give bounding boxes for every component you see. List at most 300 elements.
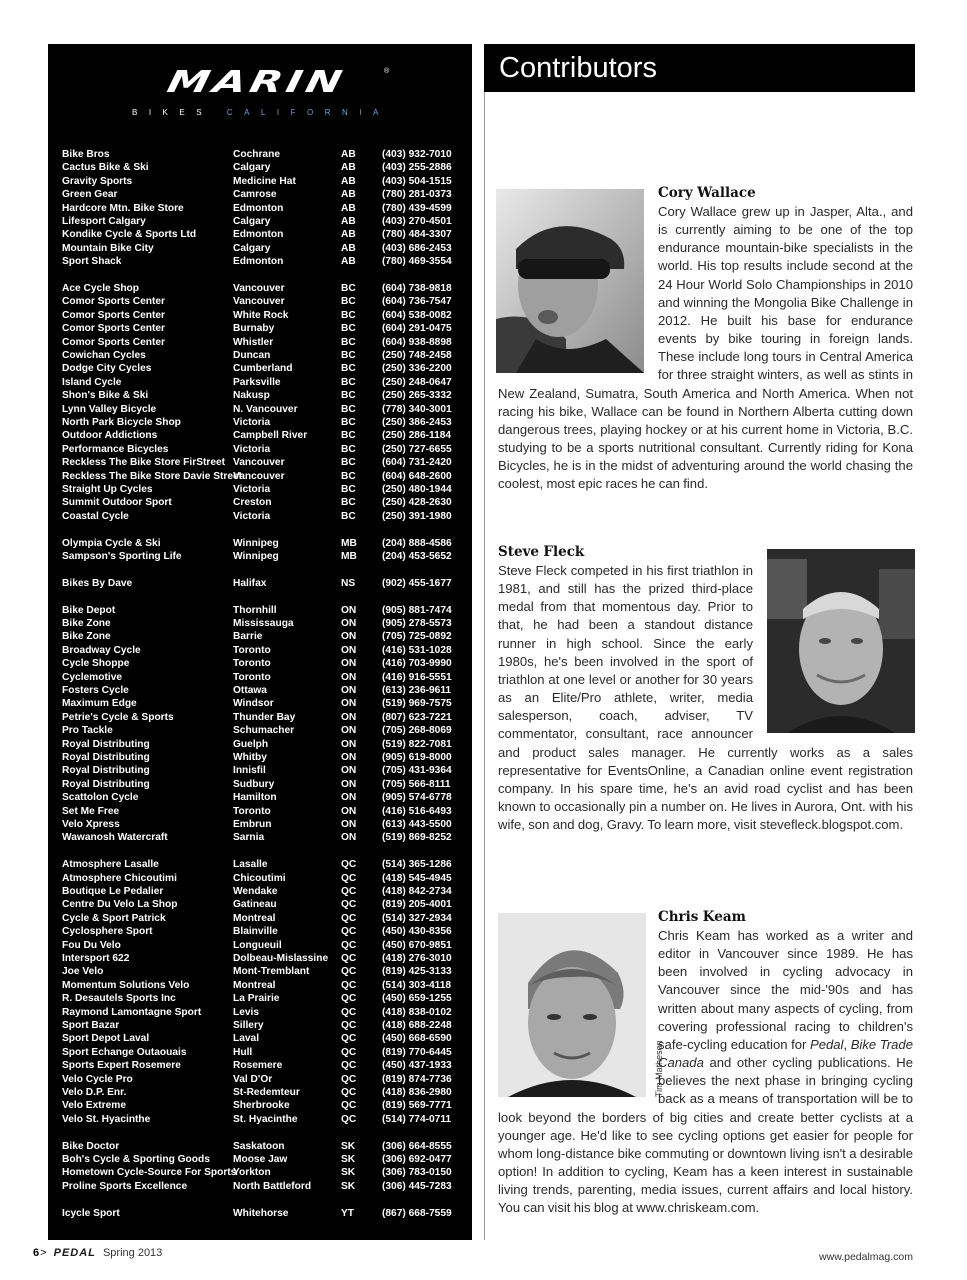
dealer-row — [48, 470, 472, 483]
dealer-province: AB — [341, 216, 356, 227]
dealer-phone: (613) 236-9611 — [382, 685, 452, 696]
dealer-phone: (780) 281-0373 — [382, 189, 452, 201]
dealer-province: ON — [341, 725, 357, 737]
dealer-city: Winnipeg — [233, 537, 279, 549]
dealer-province: BC — [341, 484, 356, 495]
dealer-city: Parksville — [233, 376, 281, 388]
dealer-city: Campbell River — [233, 430, 308, 442]
dealer-name: Ace Cycle Shop — [62, 283, 139, 294]
dealer-name: Royal Distributing — [62, 738, 150, 750]
dealer-name: Gravity Sports — [62, 175, 133, 187]
dealer-city: Calgary — [233, 216, 271, 227]
dealer-row — [48, 952, 472, 965]
dealer-province: BC — [341, 470, 356, 482]
dealer-province: ON — [341, 671, 357, 683]
dealer-province: ON — [341, 792, 357, 804]
dealer-city: Gatineau — [233, 899, 277, 911]
dealer-row — [48, 858, 472, 871]
dealer-phone: (250) 748-2458 — [382, 350, 452, 361]
dealer-phone: (418) 545-4945 — [382, 872, 452, 884]
dealer-city: Hamilton — [233, 792, 277, 804]
dealer-row — [48, 898, 472, 911]
dealer-city: Blainville — [233, 926, 278, 938]
dealer-name: Atmosphere Lasalle — [62, 859, 159, 871]
dealer-phone: (604) 736-7547 — [382, 296, 452, 308]
dealer-row — [48, 1099, 472, 1112]
dealer-row — [48, 295, 472, 308]
dealer-name: Sampson's Sporting Life — [62, 551, 182, 562]
dealer-row — [48, 724, 472, 737]
marin-tagline — [132, 108, 392, 117]
dealer-city: Edmonton — [233, 229, 284, 241]
dealer-name: Velo Cycle Pro — [62, 1073, 133, 1085]
dealer-province: ON — [341, 658, 357, 670]
magazine-name: PEDAL — [53, 1247, 96, 1259]
dealer-city: Vancouver — [233, 457, 285, 469]
dealer-city: Creston — [233, 497, 272, 509]
dealer-name: Reckless The Bike Store FirStreet — [62, 457, 226, 469]
dealer-name: Sport Shack — [62, 256, 122, 268]
dealer-province: MB — [341, 537, 357, 549]
dealer-province: QC — [341, 953, 357, 964]
marin-wordmark: MARIN — [164, 63, 350, 100]
dealer-city: Vancouver — [233, 283, 285, 294]
dealer-city: Chicoutimi — [233, 872, 286, 884]
dealer-phone: (250) 391-1980 — [382, 510, 452, 522]
dealer-phone: (418) 842-2734 — [382, 886, 452, 897]
dealer-name: Outdoor Addictions — [62, 430, 158, 442]
dealer-province: QC — [341, 966, 357, 978]
dealer-phone: (416) 516-6493 — [382, 805, 452, 817]
dealer-city: Windsor — [233, 698, 274, 710]
page-footer — [33, 1246, 162, 1260]
bio-separator: , — [843, 1036, 851, 1052]
dealer-row — [48, 309, 472, 322]
dealer-phone: (250) 386-2453 — [382, 417, 452, 428]
dealer-name: Bike Depot — [62, 604, 116, 616]
dealer-province: SK — [341, 1180, 356, 1192]
dealer-row — [48, 577, 472, 590]
dealer-province: QC — [341, 1100, 357, 1112]
dealer-phone: (250) 727-6655 — [382, 443, 452, 455]
dealer-city: Toronto — [233, 805, 271, 817]
contributor-name: Steve Fleck — [498, 544, 585, 560]
dealer-row — [48, 604, 472, 617]
dealer-province: ON — [341, 738, 357, 750]
dealer-row — [48, 242, 472, 255]
dealer-name: Mountain Bike City — [62, 242, 154, 254]
dealer-province: BC — [341, 430, 356, 442]
dealer-name: Velo Xpress — [62, 819, 120, 830]
dealer-row — [48, 1046, 472, 1059]
dealer-province: QC — [341, 912, 357, 924]
dealer-row — [48, 202, 472, 215]
dealer-row — [48, 831, 472, 844]
dealer-province: QC — [341, 939, 357, 951]
dealer-row — [48, 416, 472, 429]
dealer-province: BC — [341, 390, 356, 402]
dealer-phone: (819) 425-3133 — [382, 966, 452, 978]
dealer-phone: (905) 574-6778 — [382, 792, 452, 804]
dealer-province: QC — [341, 979, 357, 991]
dealer-phone: (306) 445-7283 — [382, 1180, 452, 1192]
dealer-province: ON — [341, 631, 357, 643]
dealer-city: St. Hyacinthe — [233, 1113, 298, 1125]
dealer-row — [48, 175, 472, 188]
dealer-row — [48, 1006, 472, 1019]
dealer-phone: (250) 265-3332 — [382, 390, 452, 402]
dealer-phone: (250) 248-0647 — [382, 376, 452, 388]
dealer-name: Kondike Cycle & Sports Ltd — [62, 229, 197, 241]
dealer-phone: (306) 664-8555 — [382, 1140, 452, 1152]
dealer-province: NS — [341, 577, 356, 589]
page-arrow-icon: > — [40, 1247, 47, 1259]
dealer-name: Velo Extreme — [62, 1100, 126, 1112]
dealer-province: QC — [341, 1060, 357, 1072]
dealer-city: Cumberland — [233, 363, 293, 375]
page-number: 6 — [33, 1247, 40, 1259]
dealer-phone: (403) 270-4501 — [382, 216, 452, 227]
cory-wallace-bio — [498, 184, 913, 494]
dealer-row — [48, 537, 472, 550]
dealer-city: Lasalle — [233, 859, 268, 871]
dealer-city: Dolbeau-Mislassine — [233, 953, 329, 964]
website-link[interactable]: www.pedalmag.com — [819, 1251, 913, 1263]
dealer-row — [48, 376, 472, 389]
dealer-city: Sudbury — [233, 778, 275, 790]
dealer-phone: (418) 836-2980 — [382, 1087, 452, 1098]
dealer-name: Comor Sports Center — [62, 336, 166, 348]
tagline-bikes: BIKES — [132, 108, 214, 117]
dealer-province: ON — [341, 644, 357, 656]
dealer-phone: (250) 428-2630 — [382, 497, 452, 509]
dealer-row — [48, 711, 472, 724]
dealer-city: White Rock — [233, 309, 289, 321]
dealer-row — [48, 965, 472, 978]
dealer-city: Victoria — [233, 417, 271, 428]
dealer-name: Comor Sports Center — [62, 323, 166, 335]
dealer-city: North Battleford — [233, 1180, 312, 1192]
dealer-phone: (450) 430-8356 — [382, 926, 452, 938]
dealer-name: Velo D.P. Enr. — [62, 1087, 127, 1098]
bio-text: Steve Fleck competed in his first triathlon in 1981, and still has the prized third-place medal from that momentous day. Prior to that, he had been a standout distance runner in high school. Since the early 1980s, he's been involved in the sport of triathlon at one level or another for 30 years as an Elite/Pro athlete, writer, media salesperson, coach, adviser, TV commentator, consultant, race announcer and product sales manager. He currently works as a sales representative for EventsOnline, a Canadian online event registration company. In his spare time, he's an avid road cyclist and has been known to occasionally pin a number on. He lives in Aurora, Ont. with his wife, son and dog, Gravy. To learn more, visit stevefleck.blogspot.com. — [498, 563, 913, 833]
dealer-phone: (403) 255-2886 — [382, 162, 452, 174]
dealer-name: Hometown Cycle-Source For Sports — [62, 1167, 237, 1179]
dealer-name: R. Desautels Sports Inc — [62, 993, 176, 1005]
dealer-phone: (819) 569-7771 — [382, 1100, 452, 1112]
dealer-phone: (780) 439-4599 — [382, 202, 452, 214]
dealer-name: Dodge City Cycles — [62, 363, 152, 375]
dealer-city: Yorkton — [233, 1167, 271, 1179]
dealer-row — [48, 778, 472, 791]
dealer-name: Momentum Solutions Velo — [62, 979, 190, 991]
dealer-row — [48, 510, 472, 523]
dealer-province: QC — [341, 872, 357, 884]
dealer-name: Centre Du Velo La Shop — [62, 899, 178, 911]
dealer-province: ON — [341, 752, 357, 763]
dealer-name: Cycle & Sport Patrick — [62, 912, 166, 924]
dealer-province: QC — [341, 1073, 357, 1085]
dealer-row — [48, 939, 472, 952]
dealer-row — [48, 1113, 472, 1126]
dealer-name: Reckless The Bike Store Davie Street — [62, 470, 243, 482]
dealer-row — [48, 1140, 472, 1153]
dealer-name: North Park Bicycle Shop — [62, 417, 181, 428]
dealer-row — [48, 282, 472, 295]
bio-text: Chris Keam has worked as a writer and editor in Vancouver since 1989. He has been involved in cycling advocacy in Vancouver since the mid-'90s and has written about many aspects of cycling, from covering professional racing to children's safe-cycling education for — [658, 928, 913, 1052]
dealer-city: Montreal — [233, 979, 276, 991]
dealer-city: Toronto — [233, 644, 271, 656]
dealer-province: BC — [341, 363, 356, 375]
dealer-city: Thornhill — [233, 604, 277, 616]
dealer-name: Green Gear — [62, 189, 118, 201]
dealer-city: Victoria — [233, 443, 271, 455]
dealer-row — [48, 791, 472, 804]
dealer-name: Broadway Cycle — [62, 644, 141, 656]
dealer-phone: (780) 469-3554 — [382, 256, 452, 268]
dealer-name: Set Me Free — [62, 805, 120, 817]
dealer-row — [48, 1019, 472, 1032]
dealer-row — [48, 925, 472, 938]
marin-logo — [126, 63, 394, 126]
contributor-name: Cory Wallace — [658, 185, 756, 201]
dealer-phone: (604) 738-9818 — [382, 283, 452, 294]
dealer-city: Edmonton — [233, 256, 284, 268]
dealer-row — [48, 443, 472, 456]
dealer-phone: (519) 869-8252 — [382, 832, 452, 844]
dealer-row — [48, 644, 472, 657]
dealer-city: Vancouver — [233, 296, 285, 308]
dealer-province: BC — [341, 417, 356, 428]
dealer-phone: (705) 566-8111 — [382, 778, 451, 790]
column-divider — [484, 92, 485, 1240]
dealer-province: ON — [341, 698, 357, 710]
dealer-name: Joe Velo — [62, 966, 104, 978]
issue-label: Spring 2013 — [102, 1247, 163, 1259]
dealer-phone: (450) 668-6590 — [382, 1033, 452, 1045]
registered-mark: ® — [384, 68, 390, 75]
dealer-row — [48, 912, 472, 925]
dealer-name: Summit Outdoor Sport — [62, 497, 172, 509]
dealer-phone: (306) 783-0150 — [382, 1167, 452, 1179]
dealer-name: Cyclosphere Sport — [62, 926, 153, 938]
dealer-city: Hull — [233, 1046, 253, 1058]
dealer-name: Wawanosh Watercraft — [62, 832, 168, 844]
contributors-header — [484, 44, 915, 92]
dealer-name: Comor Sports Center — [62, 296, 166, 308]
dealer-city: Whistler — [233, 336, 274, 348]
dealer-name: Boutique Le Pedalier — [62, 886, 164, 897]
steve-fleck-bio — [498, 543, 913, 834]
dealer-province: QC — [341, 993, 357, 1005]
dealer-row — [48, 1073, 472, 1086]
dealer-row — [48, 671, 472, 684]
dealer-province: ON — [341, 819, 357, 830]
dealer-province: BC — [341, 510, 356, 522]
dealer-city: Calgary — [233, 242, 271, 254]
dealer-row — [48, 228, 472, 241]
dealer-city: St-Redemteur — [233, 1087, 300, 1098]
dealer-province: QC — [341, 899, 357, 911]
dealer-phone: (514) 365-1286 — [382, 859, 452, 871]
dealer-phone: (819) 205-4001 — [382, 899, 452, 911]
dealer-name: Sport Bazar — [62, 1020, 120, 1031]
dealer-name: Raymond Lamontagne Sport — [62, 1006, 202, 1018]
dealer-province: AB — [341, 242, 356, 254]
dealer-city: Rosemere — [233, 1060, 283, 1072]
page-title: Contributors — [499, 52, 657, 84]
dealer-province: AB — [341, 202, 356, 214]
dealer-phone: (416) 703-9990 — [382, 658, 452, 670]
dealer-row — [48, 362, 472, 375]
dealer-row — [48, 992, 472, 1005]
dealer-row — [48, 496, 472, 509]
dealer-row — [48, 684, 472, 697]
dealer-phone: (819) 770-6445 — [382, 1046, 452, 1058]
dealer-name: Coastal Cycle — [62, 510, 129, 522]
dealer-phone: (416) 916-5551 — [382, 671, 452, 683]
dealer-province: QC — [341, 1006, 357, 1018]
dealer-province: AB — [341, 256, 356, 268]
dealer-name: Island Cycle — [62, 376, 122, 388]
dealer-name: Straight Up Cycles — [62, 484, 153, 495]
dealer-city: Embrun — [233, 819, 272, 830]
dealer-phone: (418) 688-2248 — [382, 1020, 452, 1031]
dealer-row — [48, 1086, 472, 1099]
dealer-city: Calgary — [233, 162, 271, 174]
dealer-phone: (604) 538-0082 — [382, 309, 452, 321]
dealer-city: Moose Jaw — [233, 1154, 288, 1165]
dealer-row — [48, 818, 472, 831]
dealer-row — [48, 188, 472, 201]
dealer-province: SK — [341, 1167, 356, 1179]
dealer-row — [48, 349, 472, 362]
dealer-province: QC — [341, 1113, 357, 1125]
dealer-province: ON — [341, 711, 357, 723]
dealer-row — [48, 1153, 472, 1166]
dealer-city: Nakusp — [233, 390, 270, 402]
dealer-province: BC — [341, 457, 356, 469]
dealer-province: ON — [341, 765, 357, 777]
dealer-name: Hardcore Mtn. Bike Store — [62, 202, 184, 214]
dealer-row — [48, 805, 472, 818]
dealer-province: ON — [341, 618, 357, 629]
dealer-phone: (306) 692-0477 — [382, 1154, 452, 1165]
dealer-province: QC — [341, 886, 357, 897]
dealer-panel — [48, 44, 472, 1240]
photo-spacer — [753, 543, 913, 739]
dealer-name: Royal Distributing — [62, 765, 150, 777]
dealer-province: AB — [341, 149, 356, 160]
dealer-name: Velo St. Hyacinthe — [62, 1113, 151, 1125]
dealer-name: Lynn Valley Bicycle — [62, 403, 157, 415]
dealer-city: Sillery — [233, 1020, 264, 1031]
dealer-row — [48, 336, 472, 349]
dealer-city: Camrose — [233, 189, 277, 201]
dealer-name: Cactus Bike & Ski — [62, 162, 149, 174]
dealer-city: Halifax — [233, 577, 267, 589]
dealer-row — [48, 885, 472, 898]
dealer-name: Bike Zone — [62, 631, 111, 643]
dealer-name: Proline Sports Excellence — [62, 1180, 188, 1192]
dealer-city: Sherbrooke — [233, 1100, 290, 1112]
bio-text: Cory Wallace grew up in Jasper, Alta., and is currently aiming to be one of the top endurance mountain-bike specialists in the world. His top results include second at the 24 Hour World Solo Championships in 2010 and winning the Mongolia Bike Challenge in 2012. He built his base for endurance events by bike touring in foreign lands. These include long tours in Central America for three straight winters, as well as stints in New Zealand, Sumatra, South America and North America. When not racing his bike, Wallace can be found in Northern Alberta cutting down dangerous trees, playing hockey or at his current home in Victoria, B.C. studying to be a sports nutritional consultant. Currently riding for Kona Bicycles, he is in the midst of adventuring around the world chasing the coolest, most epic races he can find. — [498, 204, 913, 492]
dealer-province: BC — [341, 497, 356, 509]
dealer-row — [48, 657, 472, 670]
dealer-phone: (778) 340-3001 — [382, 403, 452, 415]
contributor-name: Chris Keam — [658, 909, 746, 925]
dealer-phone: (250) 480-1944 — [382, 484, 452, 495]
dealer-province: ON — [341, 805, 357, 817]
dealer-row — [48, 617, 472, 630]
dealer-province: BC — [341, 309, 356, 321]
dealer-province: BC — [341, 443, 356, 455]
dealer-province: BC — [341, 376, 356, 388]
dealer-row — [48, 483, 472, 496]
dealer-name: Sports Expert Rosemere — [62, 1060, 181, 1072]
dealer-row — [48, 872, 472, 885]
dealer-phone: (780) 484-3307 — [382, 229, 452, 241]
dealer-name: Sport Echange Outaouais — [62, 1046, 187, 1058]
dealer-province: MB — [341, 551, 357, 562]
dealer-city: Guelph — [233, 738, 269, 750]
dealer-city: Innisfil — [233, 765, 266, 777]
dealer-city: Montreal — [233, 912, 276, 924]
dealer-province: QC — [341, 1033, 357, 1045]
dealer-city: Medicine Hat — [233, 175, 296, 187]
dealer-row — [48, 1032, 472, 1045]
dealer-city: Val D'Or — [233, 1073, 273, 1085]
dealer-name: Sport Depot Laval — [62, 1033, 150, 1045]
dealer-phone: (450) 670-9851 — [382, 939, 452, 951]
dealer-city: La Prairie — [233, 993, 280, 1005]
dealer-province: QC — [341, 1087, 357, 1098]
dealer-name: Shon's Bike & Ski — [62, 390, 149, 402]
dealer-province: BC — [341, 403, 356, 415]
dealer-name: Bike Bros — [62, 149, 110, 160]
dealer-province: SK — [341, 1140, 356, 1152]
dealer-city: Laval — [233, 1033, 260, 1045]
dealer-name: Bikes By Dave — [62, 577, 133, 589]
dealer-province: BC — [341, 350, 356, 361]
publication-bike-trade-canada: Bike Trade Canada — [658, 1036, 913, 1071]
dealer-phone: (514) 327-2934 — [382, 912, 452, 924]
dealer-city: Victoria — [233, 510, 271, 522]
dealer-phone: (905) 278-5573 — [382, 618, 452, 629]
dealer-row — [48, 322, 472, 335]
dealer-city: Mississauga — [233, 618, 294, 629]
dealer-row — [48, 429, 472, 442]
dealer-city: Toronto — [233, 658, 271, 670]
dealer-province: ON — [341, 685, 357, 696]
dealer-name: Cyclemotive — [62, 671, 123, 683]
dealer-row — [48, 1166, 472, 1179]
dealer-city: Burnaby — [233, 323, 275, 335]
dealer-name: Royal Distributing — [62, 778, 150, 790]
dealer-city: Saskatoon — [233, 1140, 285, 1152]
dealer-phone: (519) 969-7575 — [382, 698, 452, 710]
dealer-phone: (204) 888-4586 — [382, 537, 452, 549]
dealer-phone: (867) 668-7559 — [382, 1207, 452, 1219]
dealer-name: Royal Distributing — [62, 752, 150, 763]
dealer-province: ON — [341, 832, 357, 844]
dealer-row — [48, 1180, 472, 1193]
dealer-name: Cycle Shoppe — [62, 658, 130, 670]
dealer-phone: (604) 731-2420 — [382, 457, 452, 469]
dealer-name: Comor Sports Center — [62, 309, 166, 321]
dealer-phone: (450) 437-1933 — [382, 1060, 452, 1072]
dealer-phone: (418) 838-0102 — [382, 1006, 452, 1018]
